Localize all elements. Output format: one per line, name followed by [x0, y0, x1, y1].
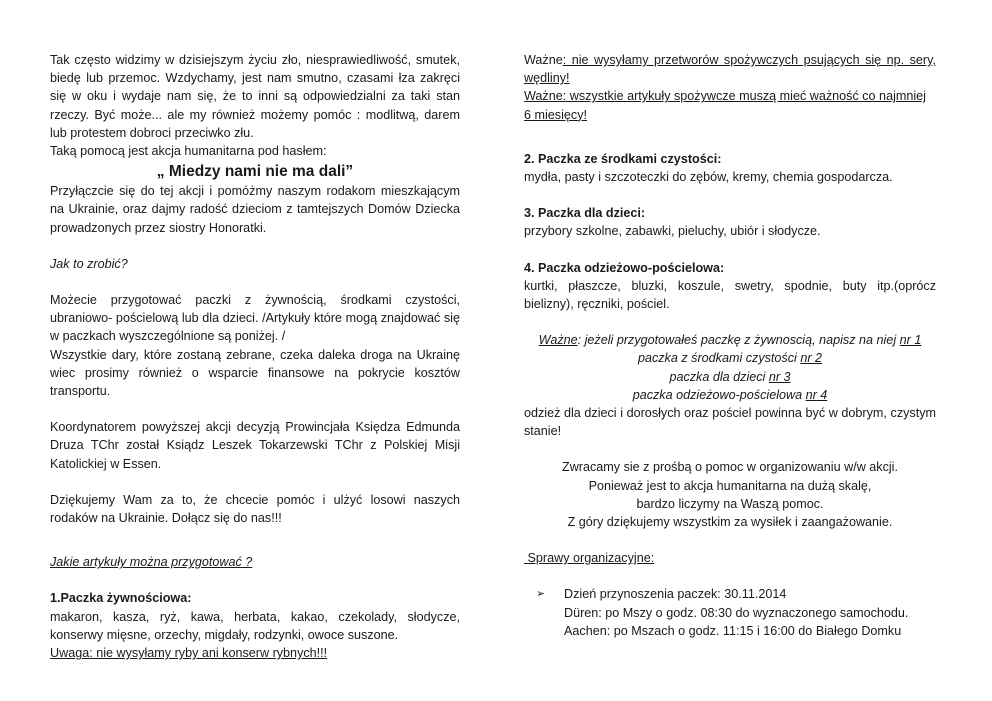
- numbering-line3-text: paczka dla dzieci: [669, 369, 769, 384]
- clothes-package-heading: 4. Paczka odzieżowo-pościelowa:: [524, 260, 725, 275]
- appeal-line-3: bardzo liczymy na Waszą pomoc.: [636, 496, 824, 511]
- intro-line: Taką pomocą jest akcja humanitarna pod hasłem:: [50, 144, 327, 159]
- right-column: [524, 51, 936, 640]
- numbering-line4-text: paczka odzieżowo-pościelowa: [632, 387, 806, 402]
- important-note-1: [524, 51, 936, 87]
- numbering-note-line-4: [524, 386, 936, 404]
- aachen-info: Aachen: po Mszach o godz. 11:15 i 16:00 do Białego Domku: [564, 623, 902, 638]
- appeal-line-1: Zwracamy sie z prośbą o pomoc w organizowaniu w/w akcji.: [562, 460, 898, 475]
- numbering-note-text: : jeżeli przygotowałeś paczkę z żywnoscią, napisz na niej: [577, 333, 900, 348]
- clothes-package-items: kurtki, płaszcze, bluzki, koszule, swetry, spodnie, buty itp.(oprócz bielizny), ręczniki, pościel.: [524, 278, 936, 312]
- intro-paragraph: Tak często widzimy w dzisiejszym życiu zło, niesprawiedliwość, smutek, biedę lub przemoc. Wzdychamy, jest nam smutno, czasami łza zakręci się w oku i wydaje nam się, że to inni są odpowiedzialni za taki stan rzeczy. Być może... ale my również możemy pomóc : modlitwą, darem lub protestem dobroci przeciwko złu.: [50, 53, 460, 140]
- campaign-title: „ Miedzy nami nie ma dali”: [156, 163, 354, 181]
- coordinator-paragraph: Koordynatorem powyższej akcji decyzją Prowincjała Księdza Edmunda Druza TChr został Ksiądz Leszek Tokarzewski TChr z Polskiej Misji Katolickiej w Essen.: [50, 420, 460, 471]
- how-paragraph: Możecie przygotować paczki z żywnością, środkami czystości, ubraniowo- pościelową lub dla dzieci. /Artykuły które mogą znajdować się w paczkach wyszczególnione są poniżej. /: [50, 293, 460, 344]
- numbering-nr3: nr 3: [768, 369, 791, 384]
- food-package-items: makaron, kasza, ryż, kawa, herbata, kakao, czekolady, słodycze, konserwy mięsne, orzechy, migdały, rodzynki, owoce suszone.: [50, 609, 460, 642]
- organization-heading: Sprawy organizacyjne:: [524, 551, 655, 566]
- numbering-nr2: nr 2: [800, 351, 823, 366]
- duren-info: Düren: po Mszy o godz. 08:30 do wyznaczonego samochodu.: [564, 605, 909, 620]
- transport-paragraph: Wszystkie dary, które zostaną zebrane, czeka daleka droga na Ukrainę wiec prosimy również o wsparcie finansowe na pokrycie kosztów transportu.: [50, 347, 460, 399]
- invite-paragraph: Przyłączcie się do tej akcji i pomóżmy naszym rodakom mieszkającym na Ukrainie, oraz dajmy radość dzieciom z tamtejszych Domów Dziecka prowadzonych przez siostry Honoratki.: [50, 184, 460, 235]
- important-text: : nie wysyłamy przetworów spożywczych psujących się np. sery, wędliny!: [524, 53, 936, 86]
- arrow-bullet-icon: ➢: [536, 588, 546, 601]
- organization-bullet: [536, 585, 936, 640]
- cleaning-package-items: mydła, pasty i szczoteczki do zębów, kremy, chemia gospodarcza.: [524, 170, 893, 185]
- thanks-paragraph: Dziękujemy Wam za to, że chcecie pomóc i ulżyć losowi naszych rodaków na Ukrainie. Dołącz się do nas!!!: [50, 492, 460, 526]
- cleaning-package-heading: 2. Paczka ze środkami czystości:: [524, 151, 722, 166]
- articles-heading: Jakie artykuły można przygotować ?: [50, 555, 253, 570]
- important-note-2: Ważne: wszystkie artykuły spożywcze muszą mieć ważność co najmniej 6 miesięcy!: [524, 89, 926, 122]
- left-column: [50, 51, 460, 662]
- food-warning: Uwaga: nie wysyłamy ryby ani konserw rybnych!!!: [50, 646, 328, 661]
- appeal-line-4: Z góry dziękujemy wszystkim za wysiłek i zaangażowanie.: [567, 515, 893, 530]
- collection-date: Dzień przynoszenia paczek: 30.11.2014: [564, 587, 787, 602]
- numbering-note-line-3: [524, 368, 936, 386]
- condition-note: odzież dla dzieci i dorosłych oraz pościel powinna być w dobrym, czystym stanie!: [524, 406, 936, 439]
- numbering-note-line-2: [524, 349, 936, 367]
- numbering-nr4: nr 4: [805, 387, 828, 402]
- how-heading: Jak to zrobić?: [50, 256, 128, 271]
- food-package-heading: 1.Paczka żywnościowa:: [50, 591, 192, 606]
- numbering-line2-text: paczka z środkami czystości: [637, 351, 801, 366]
- numbering-nr1: nr 1: [899, 333, 922, 348]
- kids-package-heading: 3. Paczka dla dzieci:: [524, 206, 646, 221]
- kids-package-items: przybory szkolne, zabawki, pieluchy, ubiór i słodycze.: [524, 224, 821, 239]
- numbering-note-label: Ważne: [538, 333, 578, 348]
- important-label: Ważne: [524, 53, 563, 67]
- appeal-line-2: Ponieważ jest to akcja humanitarna na dużą skalę,: [588, 478, 872, 493]
- numbering-note-line-1: [524, 331, 936, 349]
